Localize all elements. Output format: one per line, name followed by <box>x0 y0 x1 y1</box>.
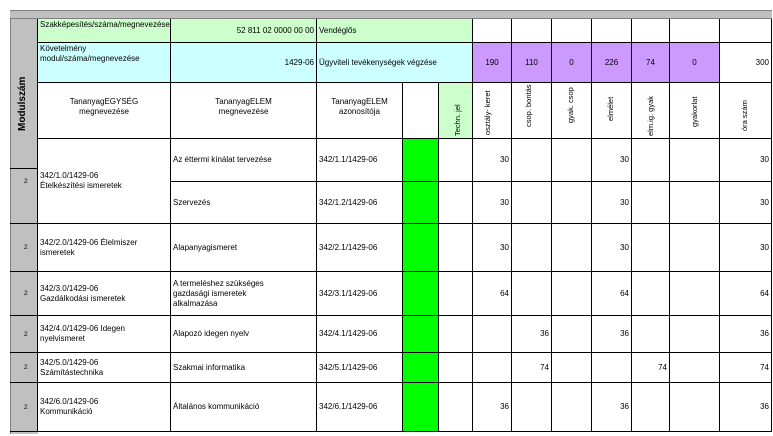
cell-id[interactable] <box>317 139 403 182</box>
module-total-value: 0 <box>569 57 574 67</box>
hours-value: 30 <box>500 242 509 252</box>
cell-module-name[interactable] <box>317 43 473 83</box>
hours-value: 36 <box>500 402 509 411</box>
cell-empty[interactable] <box>439 224 473 272</box>
cell-empty[interactable] <box>670 272 720 316</box>
cell-elm-gyak[interactable] <box>632 272 670 316</box>
unit-name: 342/2.0/1429-06 Élelmiszer ismeretek <box>40 237 138 257</box>
cell-id[interactable] <box>317 272 403 316</box>
cell-elmelet[interactable] <box>592 182 632 224</box>
cell-osztaly[interactable] <box>473 383 512 432</box>
module-total-value: 226 <box>604 57 619 67</box>
cell-unit[interactable] <box>38 353 171 383</box>
cell-empty[interactable] <box>670 383 720 432</box>
green-marker-cell[interactable] <box>403 316 439 353</box>
cell-qualification-code[interactable] <box>171 19 317 43</box>
cell-empty[interactable] <box>592 19 632 43</box>
row-index[interactable]: 2 <box>10 316 38 353</box>
cell-empty[interactable] <box>720 19 772 43</box>
element-id: 342/1.1/1429-06 <box>319 155 378 164</box>
element-name: Szakmai informatika <box>173 362 246 372</box>
hours-value: 30 <box>620 155 629 164</box>
cell-id[interactable] <box>317 316 403 353</box>
qualification-code: 52 811 02 0000 00 00 <box>236 25 314 35</box>
row-index[interactable]: 2 <box>10 139 38 224</box>
cell-module-total-gyakorlat[interactable] <box>670 43 720 83</box>
green-marker-cell[interactable] <box>403 224 439 272</box>
techn-label: Techn. jel <box>453 104 462 136</box>
cell-osztaly[interactable] <box>473 139 512 182</box>
element-name: Az éttermi kínálat tervezése <box>173 155 272 164</box>
cell-csop[interactable] <box>512 139 552 182</box>
header-osztaly[interactable] <box>473 83 512 139</box>
cell-csop[interactable] <box>512 182 552 224</box>
cell-name[interactable] <box>171 139 317 182</box>
hours-value: 74 <box>658 362 667 372</box>
header-csop[interactable] <box>512 83 552 139</box>
cell-elm-gyak[interactable] <box>632 383 670 432</box>
cell-id[interactable] <box>317 224 403 272</box>
element-id: 342/1.2/1429-06 <box>319 197 378 207</box>
cell-ora[interactable] <box>720 316 772 353</box>
gyakorlat-label: gyakorlat <box>690 96 699 127</box>
cell-name[interactable] <box>171 383 317 432</box>
unit-name: 342/4.0/1429-06 Idegen nyelvismeret <box>40 324 125 343</box>
cell-empty[interactable] <box>439 353 473 383</box>
cell-unit[interactable] <box>38 272 171 316</box>
cell-ora[interactable] <box>720 272 772 316</box>
cell-unit[interactable] <box>38 316 171 353</box>
cell-unit[interactable] <box>38 383 171 432</box>
cell-empty[interactable] <box>670 316 720 353</box>
cell-name[interactable] <box>171 224 317 272</box>
row-index[interactable]: 2 <box>10 383 38 432</box>
unit-name: 342/6.0/1429-06 Kommunikáció <box>40 397 99 416</box>
cell-unit[interactable] <box>38 139 171 224</box>
hours-value: 36 <box>540 329 549 338</box>
cell-module-total-ora[interactable] <box>720 43 772 83</box>
cell-module-total-gyak[interactable] <box>552 43 592 83</box>
cell-unit[interactable] <box>38 224 171 272</box>
cell-elmelet[interactable] <box>592 272 632 316</box>
cell-osztaly[interactable] <box>473 224 512 272</box>
header-unit[interactable]: TananyagEGYSÉG megnevezése <box>38 83 171 139</box>
cell-elm-gyak[interactable] <box>632 224 670 272</box>
csop-label: csop. bontás <box>524 84 533 127</box>
row-index[interactable]: 2 <box>10 224 38 272</box>
cell-osztaly[interactable] <box>473 353 512 383</box>
module-code: 1429-06 <box>284 57 314 67</box>
cell-empty[interactable] <box>512 19 552 43</box>
cell-id[interactable] <box>317 353 403 383</box>
cell-elmelet[interactable] <box>592 224 632 272</box>
modulszam-label: Modulszám <box>17 76 28 131</box>
cell-module-total-osztaly[interactable] <box>473 43 512 83</box>
hours-value: 30 <box>620 242 629 252</box>
cell-ora[interactable] <box>720 139 772 182</box>
cell-empty[interactable] <box>552 182 592 224</box>
hours-value: 64 <box>760 288 769 298</box>
cell-csop[interactable] <box>512 272 552 316</box>
hours-value: 36 <box>760 402 769 411</box>
gyak-csop-label: gyak. csop <box>566 87 575 123</box>
element-id: 342/4.1/1429-06 <box>319 329 378 338</box>
hours-value: 36 <box>620 329 629 338</box>
cell-id[interactable] <box>317 383 403 432</box>
cell-qualification-name[interactable] <box>317 19 473 43</box>
header-oraszam[interactable] <box>720 83 772 139</box>
cell-empty[interactable] <box>439 139 473 182</box>
cell-csop[interactable] <box>512 316 552 353</box>
green-marker-cell[interactable] <box>403 139 439 182</box>
cell-ora[interactable] <box>720 353 772 383</box>
osztaly-label: osztály- keret <box>483 90 492 135</box>
header-elm-gyak[interactable] <box>632 83 670 139</box>
cell-elmelet[interactable] <box>592 139 632 182</box>
cell-qualification-label[interactable]: Szakképesítés/száma/megnevezése <box>38 19 171 43</box>
cell-csop[interactable] <box>512 353 552 383</box>
cell-name[interactable] <box>171 353 317 383</box>
cell-ora[interactable] <box>720 182 772 224</box>
element-id: 342/5.1/1429-06 <box>319 362 378 372</box>
cell-empty[interactable] <box>439 316 473 353</box>
module-total-value: 190 <box>485 57 499 67</box>
cell-elm-gyak[interactable] <box>632 353 670 383</box>
cell-osztaly[interactable] <box>473 316 512 353</box>
header-techn[interactable] <box>439 83 473 139</box>
cell-empty[interactable] <box>670 182 720 224</box>
cell-empty[interactable] <box>670 19 720 43</box>
cell-empty[interactable] <box>473 19 512 43</box>
elm-gyak-label: elm.ig. gyak <box>646 95 655 136</box>
cell-empty[interactable] <box>552 316 592 353</box>
green-marker-cell[interactable] <box>403 353 439 383</box>
cell-empty[interactable] <box>670 224 720 272</box>
header-empty[interactable] <box>403 83 439 139</box>
hours-value: 30 <box>760 242 769 252</box>
hours-value: 30 <box>760 155 769 164</box>
hours-value: 36 <box>620 402 629 411</box>
cell-name[interactable] <box>171 316 317 353</box>
element-name: Általános kommunikáció <box>173 402 260 411</box>
cell-empty[interactable] <box>670 139 720 182</box>
header-elmelet[interactable] <box>592 83 632 139</box>
elmelet-label: elmélet <box>606 96 615 121</box>
cell-empty[interactable] <box>552 139 592 182</box>
unit-name: 342/1.0/1429-06 Ételkészítési ismeretek <box>40 171 122 190</box>
unit-name: 342/5.0/1429-06 Számítástechnika <box>40 357 104 377</box>
cell-elm-gyak[interactable] <box>632 139 670 182</box>
module-total-value: 110 <box>525 57 538 67</box>
unit-name: 342/3.0/1429-06 Gazdálkodási ismeretek <box>40 283 126 303</box>
cell-empty[interactable] <box>439 272 473 316</box>
header-element-id[interactable]: TananyagELEM azonosítója <box>317 83 403 139</box>
cell-empty[interactable] <box>439 383 473 432</box>
cell-empty[interactable] <box>632 19 670 43</box>
cell-ora[interactable] <box>720 224 772 272</box>
hours-value: 30 <box>500 155 509 164</box>
module-total-value: 74 <box>646 57 655 67</box>
hours-value: 74 <box>540 362 549 372</box>
hours-value: 30 <box>760 197 769 207</box>
row-index[interactable]: 2 <box>10 353 38 383</box>
cell-empty[interactable] <box>552 19 592 43</box>
element-name: A termeléshez szükséges gazdasági ismeretek alkalmazása <box>173 278 264 308</box>
cell-name[interactable] <box>171 272 317 316</box>
element-id: 342/3.1/1429-06 <box>319 288 378 298</box>
cell-id[interactable] <box>317 182 403 224</box>
header-gyakorlat[interactable] <box>670 83 720 139</box>
hours-value: 64 <box>620 288 629 298</box>
header-element[interactable]: TananyagELEM megnevezése <box>171 83 317 139</box>
row-index[interactable]: 2 <box>10 272 38 316</box>
green-marker-cell[interactable] <box>403 383 439 432</box>
element-name: Szervezés <box>173 197 211 207</box>
element-id: 342/2.1/1429-06 <box>319 242 378 252</box>
element-name: Alapozó idegen nyelv <box>173 329 250 338</box>
column-header-bar[interactable] <box>10 10 772 19</box>
module-name: Ügyviteli tevékenységek végzése <box>319 57 437 67</box>
hours-value: 36 <box>760 329 769 338</box>
hours-value: 30 <box>500 197 509 207</box>
oraszam-label: óra szám <box>740 100 749 131</box>
cell-elm-gyak[interactable] <box>632 316 670 353</box>
green-marker-cell[interactable] <box>403 182 439 224</box>
cell-module-total-elmgyak[interactable] <box>632 43 670 83</box>
cell-csop[interactable] <box>512 383 552 432</box>
cell-name[interactable] <box>171 182 317 224</box>
module-total-value: 300 <box>755 57 769 67</box>
cell-elmelet[interactable] <box>592 316 632 353</box>
module-total-value: 0 <box>692 57 697 67</box>
green-marker-cell[interactable] <box>403 272 439 316</box>
cell-module-code[interactable] <box>171 43 317 83</box>
cell-elmelet[interactable] <box>592 353 632 383</box>
cell-module-total-elmelet[interactable] <box>592 43 632 83</box>
cell-empty[interactable] <box>552 383 592 432</box>
cell-module-label[interactable]: Követelmény modul/száma/megnevezése <box>38 43 171 83</box>
cell-osztaly[interactable] <box>473 272 512 316</box>
cell-empty[interactable] <box>439 182 473 224</box>
cell-csop[interactable] <box>512 224 552 272</box>
element-id: 342/6.1/1429-06 <box>319 402 378 411</box>
hours-value: 64 <box>500 288 509 298</box>
cell-module-total-csop[interactable] <box>512 43 552 83</box>
cell-osztaly[interactable] <box>473 182 512 224</box>
header-gyak-csop[interactable] <box>552 83 592 139</box>
cell-empty[interactable] <box>552 353 592 383</box>
element-name: Alapanyagismeret <box>173 242 238 252</box>
cell-elm-gyak[interactable] <box>632 182 670 224</box>
cell-empty[interactable] <box>552 272 592 316</box>
cell-empty[interactable] <box>552 224 592 272</box>
cell-elmelet[interactable] <box>592 383 632 432</box>
hours-value: 74 <box>760 362 769 372</box>
cell-empty[interactable] <box>670 353 720 383</box>
qualification-name: Vendéglős <box>319 25 357 35</box>
hours-value: 30 <box>620 197 629 207</box>
cell-ora[interactable] <box>720 383 772 432</box>
